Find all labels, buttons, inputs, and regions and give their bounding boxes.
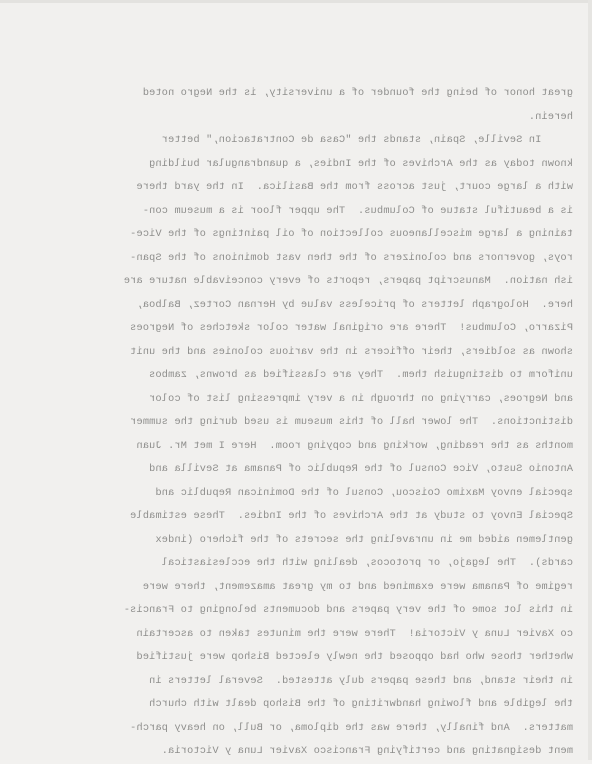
- text-line: in their stand, and these papers duly attested. Several letters in: [148, 674, 573, 687]
- text-line: known today as the Archives of the Indies, a quandrangular building: [148, 157, 573, 170]
- text-line: herein.: [528, 110, 573, 123]
- text-line: shown as soldiers, their officers in the various colonies and the unit: [129, 345, 573, 358]
- text-line: whether those who had opposed the newly elected Bishop were justified: [136, 651, 573, 663]
- text-line: gentlemen aided me in unraveling the secrets of the fichero (index: [155, 533, 573, 546]
- text-line: Special Envoy to study at the Archives of the Indies. These estimable: [129, 510, 573, 522]
- text-line: ment designating and certifying Francisco Xavier Luna y Victoria.: [161, 745, 573, 757]
- text-line: the legible and flowing handwriting of the Bishop dealt with church: [148, 698, 573, 710]
- text-line: great honor of being the founder of a university, is the Negro noted: [142, 87, 573, 99]
- text-line: taining a large miscellaneous collection of oil paintings of the Vice-: [129, 228, 573, 240]
- text-line: here. Holograph letters of priceless value by Hernan Cortez, Balboa,: [136, 298, 573, 311]
- text-line: in this lot some of the very papers and documents belonging to Francis-: [123, 604, 573, 616]
- text-line: matters. And finally, there was the diploma, or Bull, on heavy parch-: [129, 721, 573, 734]
- page-top-edge: [0, 0, 592, 3]
- text-line: distinctions. The lower hall of this museum is used during the summer: [129, 416, 573, 428]
- text-line: and Negroes, carrying on through in a very impressing list of color: [148, 392, 573, 405]
- text-line: co Xavier Luna y Victoria! There were the minutes taken to ascertain: [136, 627, 573, 640]
- text-line: roys, governors and colonizers of the then vast dominions of the Span-: [129, 251, 573, 264]
- text-line: with a large court, just across from the Basilica. In the yard there: [136, 181, 573, 193]
- text-line: regime of Panama were examined and to my great amazement, there were: [142, 580, 573, 593]
- text-line: special envoy Maximo Coiscou, Consul of the Dominican Republic and: [155, 486, 573, 499]
- text-line: Antonio Susto, Vice Consul of the Republic of Panama at Sevilla and: [148, 463, 573, 475]
- text-line: uniform to distinguish them. They are classified as browns, zambos: [148, 369, 573, 381]
- text-line: ish nation. Manuscript papers, reports of every conceivable nature are: [123, 275, 573, 287]
- text-line: months as the reading, working and copying room. Here I met Mr. Juan: [136, 439, 573, 452]
- text-line: Pizarro, Columbus! There are original water color sketches of Negroes: [129, 322, 573, 334]
- page-right-edge: [588, 0, 592, 760]
- text-line: cards). The legajo, or protocos, dealing with the ecclesiastical: [161, 557, 573, 569]
- text-line: In Seville, Spain, stands the "Casa de Contratacion," better: [161, 134, 573, 146]
- text-line: is a beautiful statue of Columbus. The upper floor is a museum con-: [142, 204, 573, 217]
- mirrored-typewritten-text: [48, 82, 573, 764]
